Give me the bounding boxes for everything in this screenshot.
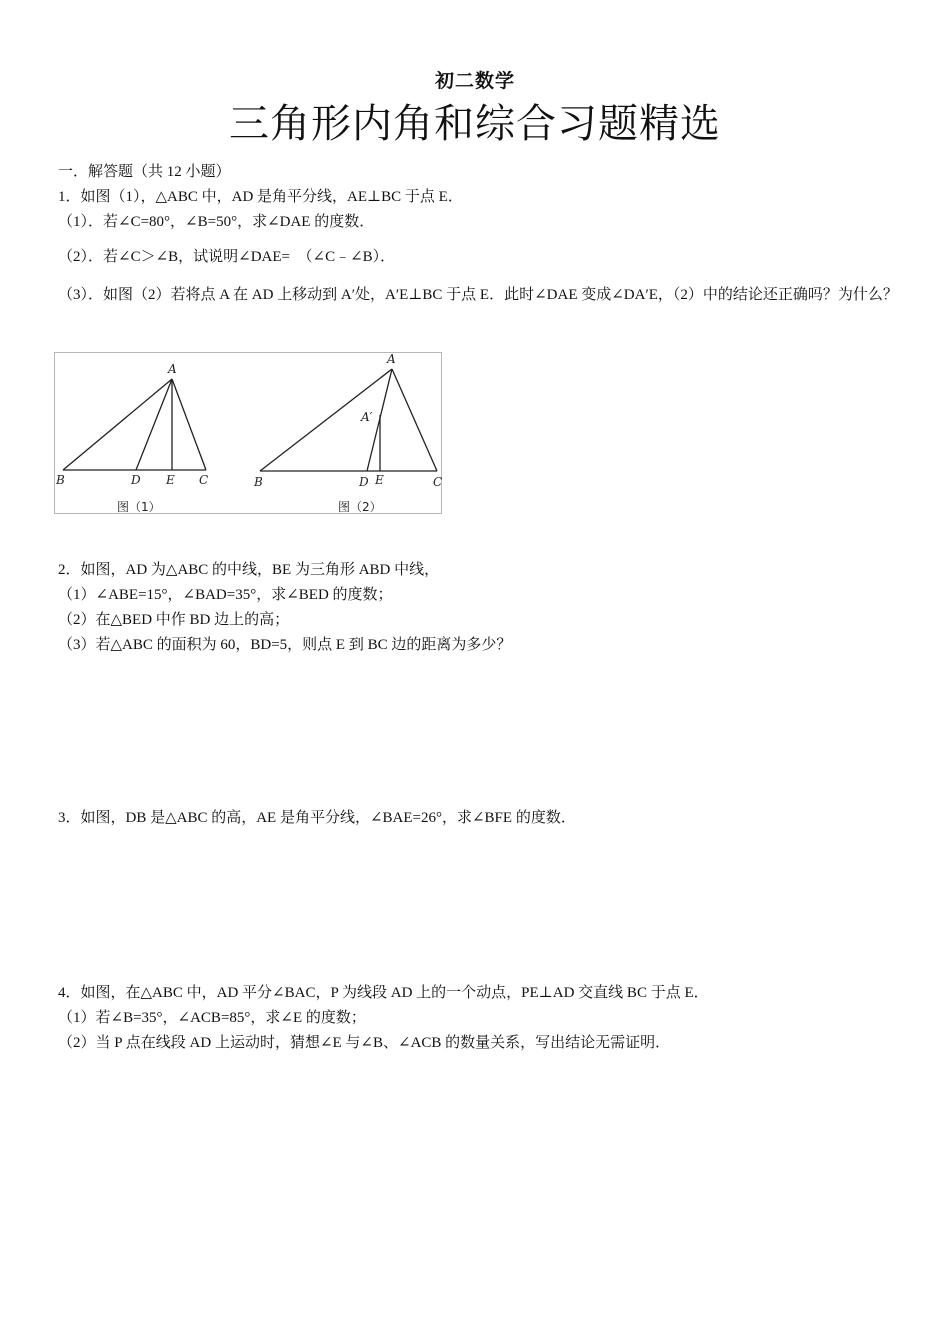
q1-part2: （2）．若∠C＞∠B，试说明∠DAE= （∠C﹣∠B）． [58, 249, 396, 265]
q1-figures-svg [55, 353, 443, 515]
q4-part1: （1）若∠B=35°，∠ACB=85°，求∠E 的度数； [58, 1010, 366, 1026]
fig2-label-d: D [359, 475, 369, 489]
subject-subtitle: 初二数学 [434, 70, 515, 92]
fig1-segment-ac [172, 379, 206, 470]
fig1-caption: 图（1） [117, 500, 161, 514]
fig2-segment-ac [392, 369, 437, 471]
q1-part1: （1）．若∠C=80°，∠B=50°，求∠DAE 的度数． [58, 214, 375, 230]
q2-part1: （1）∠ABE=15°，∠BAD=35°，求∠BED 的度数； [58, 587, 393, 603]
fig1-label-b: B [56, 473, 65, 487]
fig2-label-c: C [433, 475, 443, 489]
fig2-label-b: B [254, 475, 263, 489]
q4-stem: 4．如图，在△ABC 中，AD 平分∠BAC，P 为线段 AD 上的一个动点，PE⊥AD 交直线 BC 于点 E． [58, 985, 709, 1001]
fig1-segment-ad [136, 379, 172, 470]
fig2-label-e: E [375, 473, 384, 487]
q2-part2: （2）在△BED 中作 BD 边上的高； [58, 612, 290, 628]
q2-stem: 2．如图，AD 为△ABC 的中线，BE 为三角形 ABD 中线， [58, 562, 440, 578]
figure-1 [63, 379, 206, 470]
q4-part2: （2）当 P 点在线段 AD 上运动时，猜想∠E 与∠B、∠ACB 的数量关系，写出结论无需证明． [58, 1035, 671, 1051]
q1-part3: （3）．如图（2）若将点 A 在 AD 上移动到 A′处，A′E⊥BC 于点 E．此时∠DAE 变成∠DA′E，（2）中的结论还正确吗？为什么？ [58, 287, 898, 303]
fig1-label-c: C [199, 473, 209, 487]
page-title: 三角形内角和综合习题精选 [229, 101, 721, 147]
figure-2 [260, 369, 437, 471]
fig1-segment-ab [63, 379, 172, 470]
section-heading: 一．解答题（共 12 小题） [58, 164, 231, 180]
q1-stem: 1．如图（1），△ABC 中，AD 是角平分线，AE⊥BC 于点 E． [58, 189, 463, 205]
q3-stem: 3．如图，DB 是△ABC 的高，AE 是角平分线，∠BAE=26°，求∠BFE 的度数． [58, 810, 576, 826]
fig2-label-a-prime: A′ [361, 410, 373, 424]
q2-part3: （3）若△ABC 的面积为 60，BD=5，则点 E 到 BC 边的距离为多少？ [58, 637, 512, 653]
fig1-label-d: D [131, 473, 141, 487]
fig2-label-a: A [387, 353, 396, 366]
q1-figures [54, 352, 442, 514]
fig1-label-a: A [168, 362, 177, 376]
fig2-caption: 图（2） [338, 500, 382, 514]
fig1-label-e: E [166, 473, 175, 487]
